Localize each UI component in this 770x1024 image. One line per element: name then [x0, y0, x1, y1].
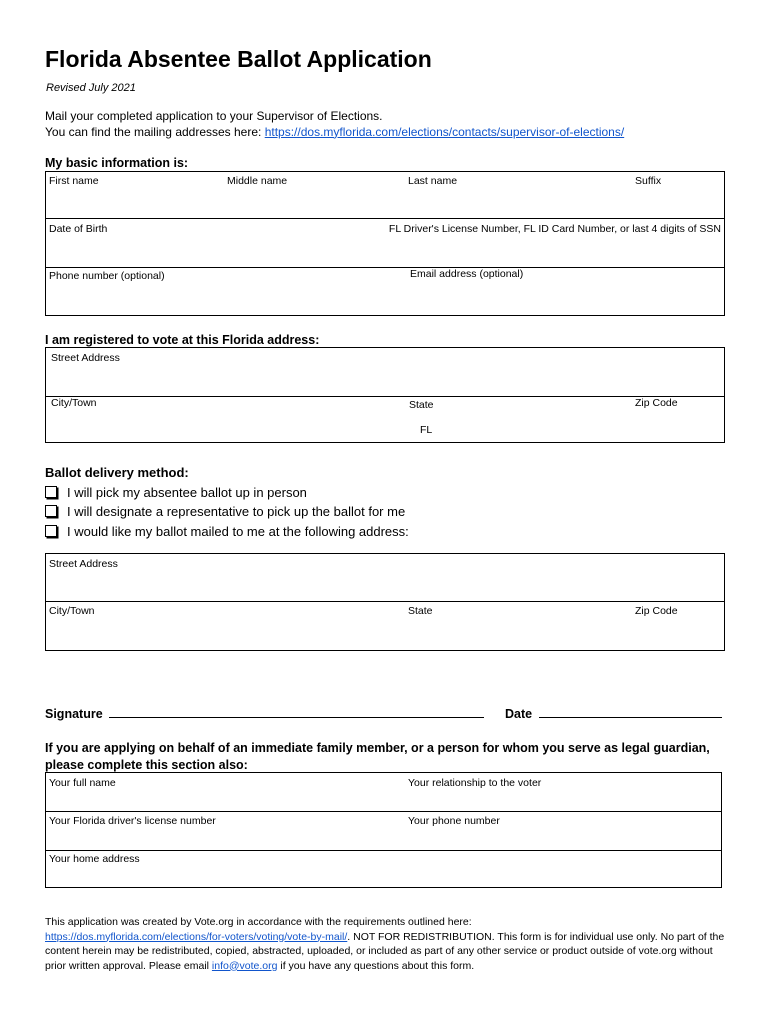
- delivery-option-label: I will pick my absentee ballot up in person: [67, 485, 307, 500]
- checkbox-icon[interactable]: [45, 525, 57, 537]
- family-box: [45, 772, 722, 888]
- family-full-name-field[interactable]: Your full name: [49, 777, 116, 789]
- checkbox-icon[interactable]: [45, 505, 57, 517]
- footer-body: [45, 930, 730, 974]
- divider: [46, 218, 724, 219]
- delivery-option-representative[interactable]: [45, 504, 405, 519]
- signature-line[interactable]: [109, 706, 484, 718]
- basic-info-box: [45, 171, 725, 316]
- registered-zip-field[interactable]: Zip Code: [635, 397, 678, 409]
- mailing-zip-field[interactable]: Zip Code: [635, 605, 678, 617]
- registered-city-field[interactable]: City/Town: [51, 397, 97, 409]
- family-relationship-field[interactable]: Your relationship to the voter: [408, 777, 542, 789]
- middle-name-field[interactable]: Middle name: [227, 175, 288, 187]
- delivery-option-label: I would like my ballot mailed to me at the following address:: [67, 524, 409, 539]
- footer-line-1: This application was created by Vote.org in accordance with the requirements outlined here:: [45, 916, 472, 928]
- license-field[interactable]: FL Driver's License Number, FL ID Card Number, or last 4 digits of SSN: [388, 223, 721, 235]
- divider: [46, 850, 721, 851]
- suffix-field[interactable]: Suffix: [635, 175, 662, 187]
- signature-row: [45, 706, 484, 721]
- email-link[interactable]: info@vote.org: [211, 959, 278, 972]
- delivery-option-label: I will designate a representative to pick up the ballot for me: [67, 504, 406, 519]
- registered-heading: I am registered to vote at this Florida address:: [45, 333, 320, 347]
- dob-field[interactable]: Date of Birth: [49, 223, 108, 235]
- mailing-city-field[interactable]: City/Town: [49, 605, 95, 617]
- intro-line-2-prefix: You can find the mailing addresses here:: [45, 124, 265, 139]
- divider: [46, 267, 724, 268]
- phone-field[interactable]: Phone number (optional): [49, 270, 165, 282]
- intro-text: [45, 109, 624, 140]
- family-license-field[interactable]: Your Florida driver's license number: [49, 815, 216, 827]
- date-line[interactable]: [539, 706, 722, 718]
- registered-state-value: FL: [420, 424, 433, 436]
- basic-info-heading: My basic information is:: [45, 156, 189, 170]
- last-name-field[interactable]: Last name: [408, 175, 458, 187]
- mailing-address-box: [45, 553, 725, 651]
- first-name-field[interactable]: First name: [49, 175, 99, 187]
- family-address-field[interactable]: Your home address: [49, 853, 140, 865]
- delivery-heading: Ballot delivery method:: [45, 465, 189, 480]
- divider: [46, 601, 724, 602]
- date-label: Date: [505, 707, 533, 721]
- mailing-street-field[interactable]: Street Address: [49, 558, 118, 570]
- family-phone-field[interactable]: Your phone number: [408, 815, 500, 827]
- family-heading: If you are applying on behalf of an immediate family member, or a person for whom you serve as legal guardian, please complete this section also:: [45, 741, 710, 772]
- registered-state-label: State: [409, 399, 434, 411]
- divider: [46, 811, 721, 812]
- vote-by-mail-link[interactable]: https://dos.myflorida.com/elections/for-voters/voting/vote-by-mail/: [45, 930, 348, 943]
- footer-text-end: if you have any questions about this form.: [277, 959, 475, 972]
- date-row: [505, 706, 722, 721]
- email-field[interactable]: Email address (optional): [410, 268, 524, 280]
- checkbox-icon[interactable]: [45, 486, 57, 498]
- intro-line-1: Mail your completed application to your Supervisor of Elections.: [45, 109, 383, 123]
- revised-date: Revised July 2021: [46, 82, 136, 94]
- footer-notice: [45, 915, 730, 973]
- divider: [46, 396, 724, 397]
- mailing-state-field[interactable]: State: [408, 605, 433, 617]
- registered-street-field[interactable]: Street Address: [51, 352, 120, 364]
- footer-text: . NOT FOR REDISTRIBUTION. This form is for individual use only. No part of the content herein may be redistributed, copied, abstracted, uploaded, or included as part of any other service or product outside of vote.org without prior written approval. Please email: [45, 930, 725, 972]
- intro-line-2: [45, 125, 624, 141]
- supervisor-addresses-link[interactable]: https://dos.myflorida.com/elections/contacts/supervisor-of-elections/: [264, 124, 625, 139]
- delivery-option-pickup[interactable]: [45, 485, 307, 500]
- signature-label: Signature: [45, 707, 103, 721]
- registered-address-box: [45, 347, 725, 443]
- delivery-option-mail[interactable]: [45, 524, 409, 539]
- page-title: Florida Absentee Ballot Application: [45, 46, 432, 72]
